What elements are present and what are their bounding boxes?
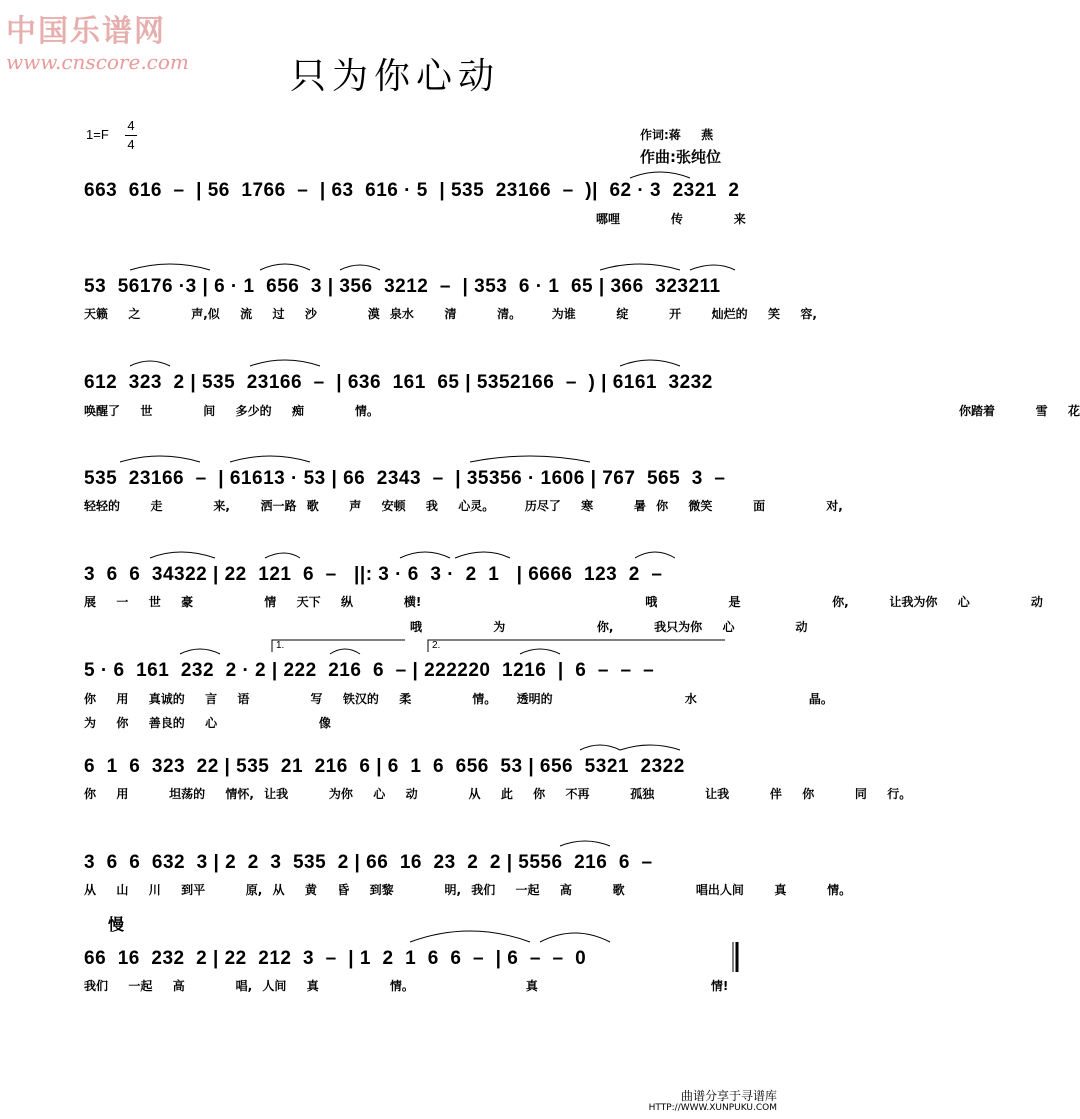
song-title: 只为你心动 xyxy=(289,56,500,97)
first-ending-label: 1. xyxy=(276,640,285,651)
system-5-lyrics-verse-2: 哦 为 你, 我只为你 心 动 xyxy=(410,620,808,634)
slur xyxy=(250,360,320,366)
slur xyxy=(620,360,680,366)
system-5-lyrics-verse-1: 展 一 世 豪 情 天下 纵 横! 哦 是 你, 让我为你 心 动 xyxy=(84,595,1043,609)
system-6-notes: 5 · 6 161 232 2 · 2 | 222 216 6 – | 222220 1216 | 6 – – – xyxy=(84,660,655,681)
slur xyxy=(265,553,300,558)
slur xyxy=(400,552,450,558)
composer-credit: 作曲:张纯位 xyxy=(640,148,721,166)
slur xyxy=(635,552,675,558)
footer-site-credit: 曲谱分享于寻谱库 xyxy=(680,1089,777,1103)
slur xyxy=(580,745,620,750)
system-9-lyrics: 我们 一起 高 唱, 人间 真 情。 真 情! xyxy=(84,979,729,993)
system-7-notes: 6 1 6 323 22 | 535 21 216 6 | 6 1 6 656 53 | 656 5321 2322 xyxy=(84,756,685,777)
system-6-lyrics-verse-1: 你 用 真诚的 言 语 写 铁汉的 柔 情。 透明的 水 晶。 xyxy=(84,692,833,706)
slur xyxy=(455,552,510,558)
second-ending-bracket xyxy=(428,640,725,652)
time-bottom: 4 xyxy=(127,137,135,152)
tempo-marking: 慢 xyxy=(108,915,125,934)
lyricist-credit: 作词:蒋 燕 xyxy=(640,128,714,142)
slur xyxy=(600,264,680,270)
system-4-notes: 535 23166 – | 61613 · 53 | 66 2343 – | 35356 · 1606 | 767 565 3 – xyxy=(84,468,726,489)
system-2-notes: 53 56176 ·3 | 6 · 1 656 3 | 356 3212 – | 353 6 · 1 65 | 366 323211 xyxy=(84,276,721,297)
slur xyxy=(180,649,220,654)
second-ending-label: 2. xyxy=(432,640,441,651)
system-8-notes: 3 6 6 632 3 | 2 2 3 535 2 | 66 16 23 2 2 | 5556 216 6 – xyxy=(84,852,653,873)
system-4-lyrics: 轻轻的 走 来, 洒一路 歌 声 安顿 我 心灵。 历尽了 寒 暑 你 微笑 面 对, xyxy=(84,499,843,513)
slur xyxy=(540,933,610,942)
system-6-lyrics-verse-2: 为 你 善良的 心 像 xyxy=(84,716,331,730)
footer-url: HTTP://WWW.XUNPUKU.COM xyxy=(648,1103,777,1113)
slur xyxy=(120,456,200,462)
slur xyxy=(520,649,560,654)
system-8-lyrics: 从 山 川 到平 原, 从 黄 昏 到黎 明, 我们 一起 高 歌 唱出人间 真 情。 xyxy=(84,883,852,897)
slur xyxy=(130,361,170,366)
slur xyxy=(330,649,360,654)
slur xyxy=(130,264,210,270)
system-1-lyrics: 哪哩 传 来 xyxy=(596,212,746,226)
slur xyxy=(470,456,590,462)
watermark-site-name: 中国乐谱网 xyxy=(6,14,166,49)
slur xyxy=(340,265,380,270)
system-3-notes: 612 323 2 | 535 23166 – | 636 161 65 | 5352166 – ) | 6161 3232 xyxy=(84,372,713,393)
key-signature: 1=F xyxy=(86,127,109,142)
slur xyxy=(230,456,310,462)
system-1-notes: 663 616 – | 56 1766 – | 63 616 · 5 | 535 23166 – )| 62 · 3 2321 2 xyxy=(84,180,740,201)
slur xyxy=(690,265,735,270)
system-2-lyrics: 天籁 之 声,似 流 过 沙 漠 泉水 清 清。 为谁 绽 开 灿烂的 笑 容, xyxy=(84,307,817,321)
slur xyxy=(150,552,215,558)
slur xyxy=(560,841,610,846)
slur xyxy=(260,264,310,270)
time-top: 4 xyxy=(127,118,135,133)
system-5-notes: 3 6 6 34322 | 22 121 6 – ||: 3 · 6 3 · 2 1 | 6666 123 2 – xyxy=(84,564,663,585)
slur xyxy=(620,745,680,750)
slur xyxy=(410,931,530,942)
system-7-lyrics: 你 用 坦荡的 情怀, 让我 为你 心 动 从 此 你 不再 孤独 让我 伴 你 同 行。 xyxy=(84,787,912,801)
watermark-url: www.cnscore.com xyxy=(6,50,189,74)
system-9-notes: 66 16 232 2 | 22 212 3 – | 1 2 1 6 6 – | 6 – – 0 xyxy=(84,948,587,969)
system-3-lyrics: 唤醒了 世 间 多少的 痴 情。 你踏着 雪 花 xyxy=(84,404,1080,418)
slur xyxy=(630,172,690,178)
